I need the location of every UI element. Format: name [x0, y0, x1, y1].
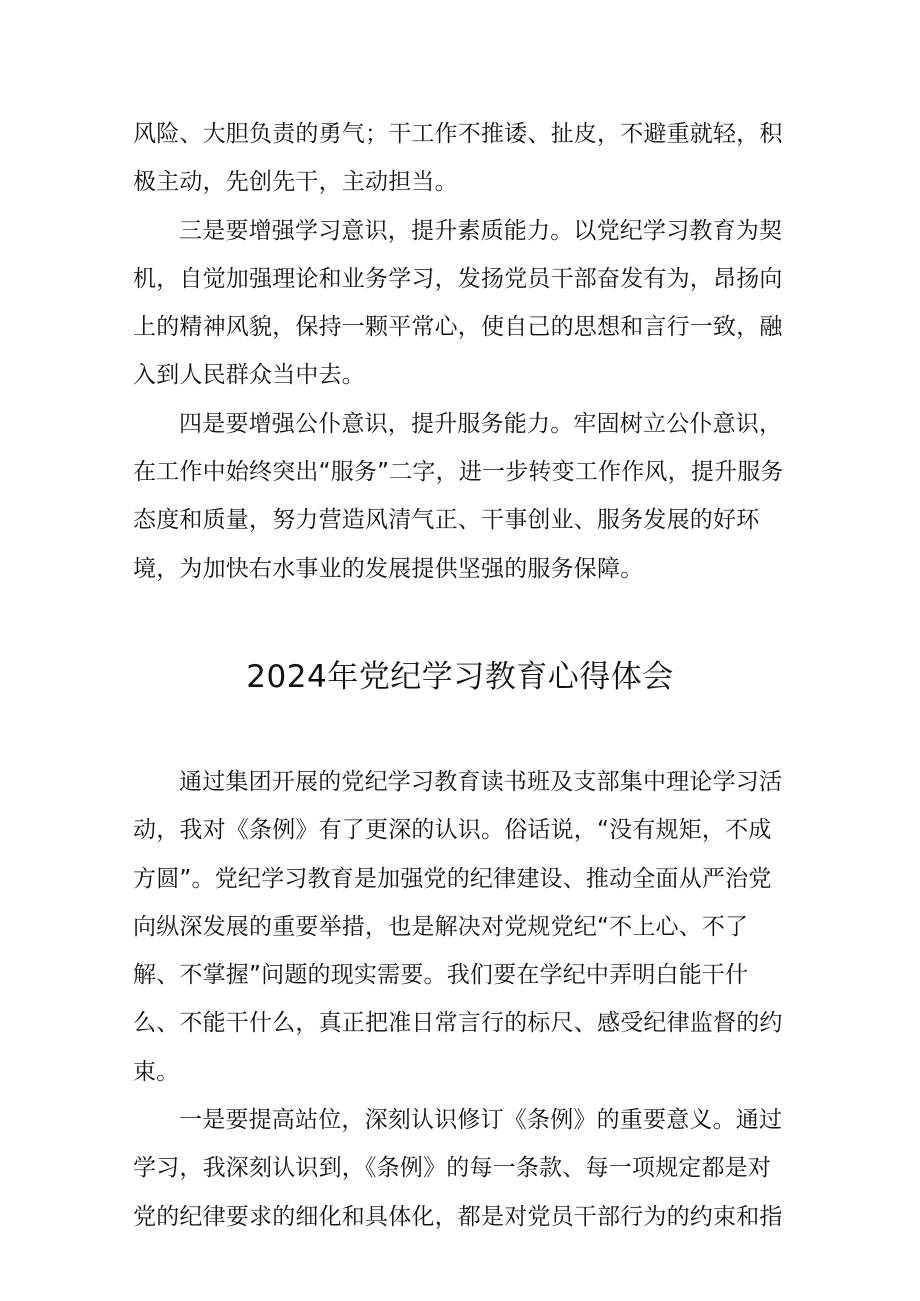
paragraph-point-three: 三是要增强学习意识，提升素质能力。以党纪学习教育为契机，自觉加强理论和业务学习，发扬党员干部奋发有为，昂扬向上的精神风貌，保持一颗平常心，使自己的思想和言行一致，融入到人民群众当中去。	[133, 217, 783, 389]
paragraph-point-four: 四是要增强公仆意识，提升服务能力。牢固树立公仆意识，在工作中始终突出“服务”二字，进一步转变工作作风，提升服务态度和质量，努力营造风清气正、干事创业、服务发展的好环境，为加快右水事业的发展提供坚强的服务保障。	[133, 410, 784, 582]
article-body	[133, 758, 793, 1241]
previous-article-tail	[133, 110, 793, 593]
paragraph-intro: 通过集团开展的党纪学习教育读书班及支部集中理论学习活动，我对《条例》有了更深的认识。俗话说，“没有规矩，不成方圆”。党纪学习教育是加强党的纪律建设、推动全面从严治党向纵深发展的重要举措，也是解决对党规党纪“不上心、不了解、不掌握”问题的现实需要。我们要在学纪中弄明白能干什么、不能干什么，真正把准日常言行的标尺、感受纪律监督的约束。	[133, 769, 783, 1085]
article-title: 2024年党纪学习教育心得体会	[246, 659, 674, 695]
paragraph-point-one: 一是要提高站位，深刻认识修订《条例》的重要意义。通过学习，我深刻认识到，《条例》的每一条款、每一项规定都是对党的纪律要求的细化和具体化，都是对党员干部行为的约束和指	[133, 1107, 783, 1230]
paragraph-continuation: 风险、大胆负责的勇气；干工作不推诿、扯皮，不避重就轻，积极主动，先创先干，主动担当。	[133, 121, 783, 196]
